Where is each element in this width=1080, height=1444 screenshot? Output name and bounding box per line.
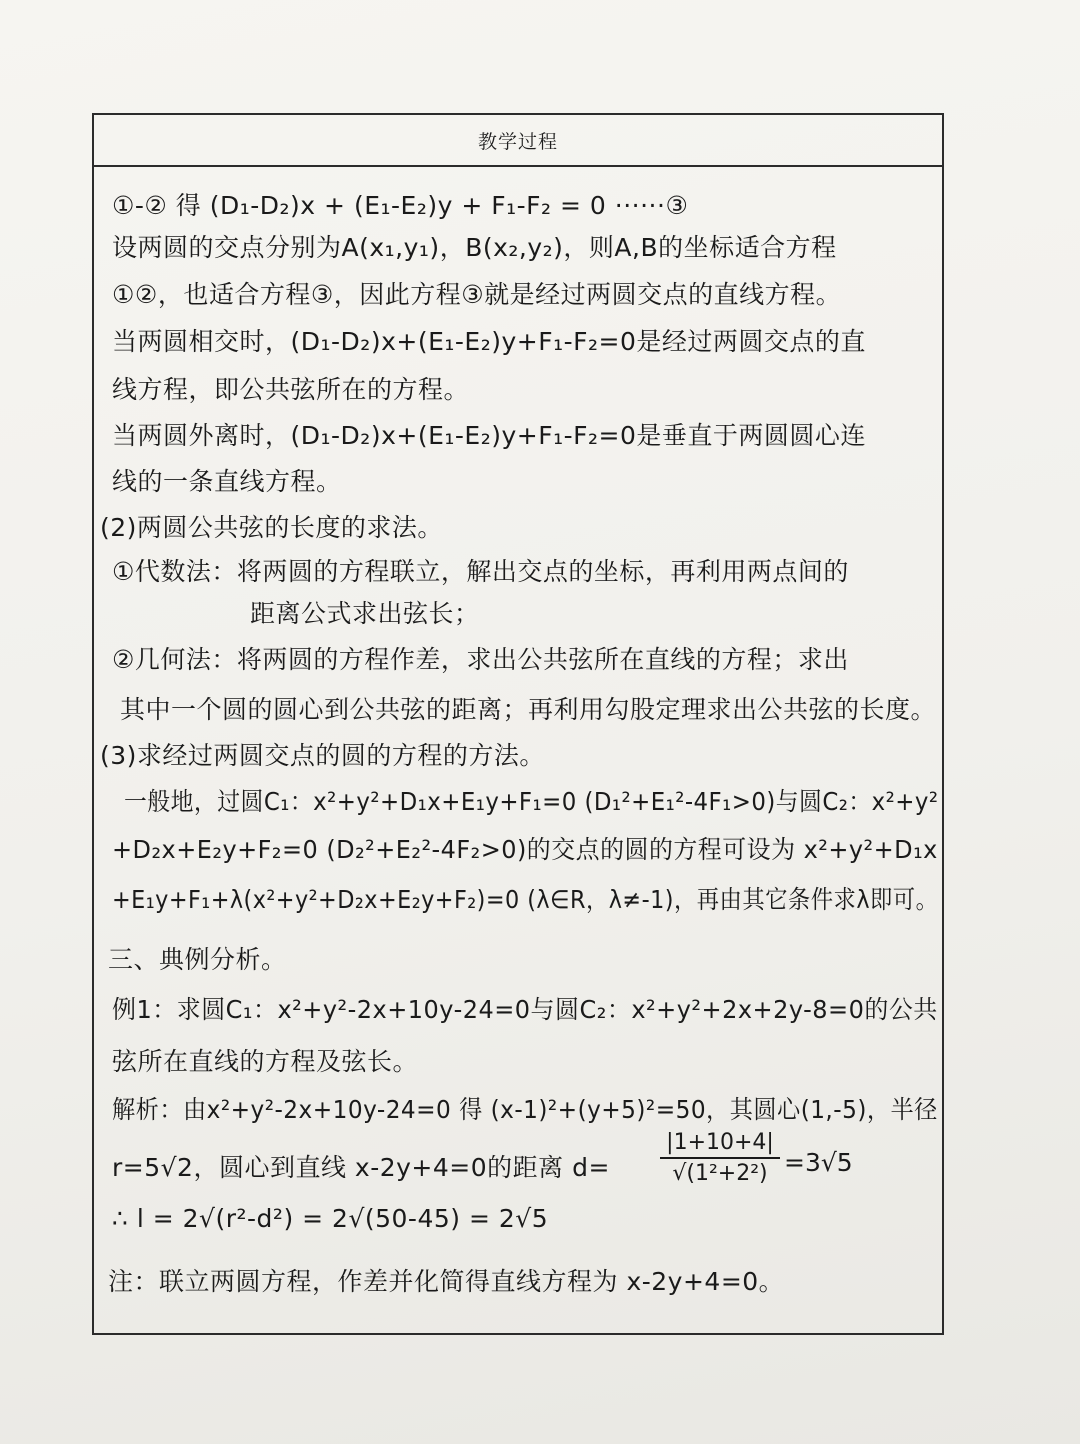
note-line: 一般地，过圆C₁：x²+y²+D₁x+E₁y+F₁=0 (D₁²+E₁²-4F₁>0)与圆C₂：x²+y² (124, 787, 939, 816)
distance-fraction (660, 1130, 780, 1186)
note-line: +E₁y+F₁+λ(x²+y²+D₂x+E₂y+F₂)=0 (λ∈R，λ≠-1)，再由其它条件求λ即可。 (112, 885, 939, 914)
note-line: 线方程，即公共弦所在的方程。 (112, 375, 470, 404)
note-line: 三、典例分析。 (108, 945, 287, 974)
fraction-result: =3√5 (784, 1148, 853, 1177)
note-line: r=5√2，圆心到直线 x-2y+4=0的距离 d= (112, 1153, 610, 1182)
note-line: ②几何法：将两圆的方程作差，求出公共弦所在直线的方程；求出 (112, 645, 849, 674)
note-line: (3)求经过两圆交点的圆的方程的方法。 (100, 741, 545, 770)
note-line: 注：联立两圆方程，作差并化简得直线方程为 x-2y+4=0。 (108, 1267, 785, 1296)
section-title: 教学过程 (477, 130, 558, 153)
note-line: 弦所在直线的方程及弦长。 (112, 1047, 419, 1076)
note-line: 距离公式求出弦长； (250, 599, 480, 628)
note-line: 当两圆外离时，(D₁-D₂)x+(E₁-E₂)y+F₁-F₂=0是垂直于两圆圆心连 (112, 421, 866, 450)
note-line: ①-② 得 (D₁-D₂)x + (E₁-E₂)y + F₁-F₂ = 0 ······③ (112, 191, 689, 220)
note-line: ①代数法：将两圆的方程联立，解出交点的坐标，再利用两点间的 (112, 557, 849, 586)
note-line: +D₂x+E₂y+F₂=0 (D₂²+E₂²-4F₂>0)的交点的圆的方程可设为 x²+y²+D₁x (112, 835, 938, 864)
fraction-numerator: |1+10+4| (660, 1130, 780, 1159)
note-line: 解析：由x²+y²-2x+10y-24=0 得 (x-1)²+(y+5)²=50，其圆心(1,-5)，半径 (112, 1095, 938, 1124)
note-line: ∴ l = 2√(r²-d²) = 2√(50-45) = 2√5 (112, 1204, 549, 1233)
note-line: 设两圆的交点分别为A(x₁,y₁)，B(x₂,y₂)，则A,B的坐标适合方程 (112, 233, 837, 262)
note-line: ①②，也适合方程③，因此方程③就是经过两圆交点的直线方程。 (112, 280, 842, 309)
note-line: (2)两圆公共弦的长度的求法。 (100, 513, 443, 542)
note-line: 当两圆相交时，(D₁-D₂)x+(E₁-E₂)y+F₁-F₂=0是经过两圆交点的直 (112, 327, 866, 356)
note-line: 例1：求圆C₁：x²+y²-2x+10y-24=0与圆C₂：x²+y²+2x+2y-8=0的公共 (112, 995, 938, 1024)
fraction-denominator: √(1²+2²) (672, 1161, 768, 1186)
note-line: 线的一条直线方程。 (112, 467, 342, 496)
note-line: 其中一个圆的圆心到公共弦的距离；再利用勾股定理求出公共弦的长度。 (120, 695, 937, 724)
